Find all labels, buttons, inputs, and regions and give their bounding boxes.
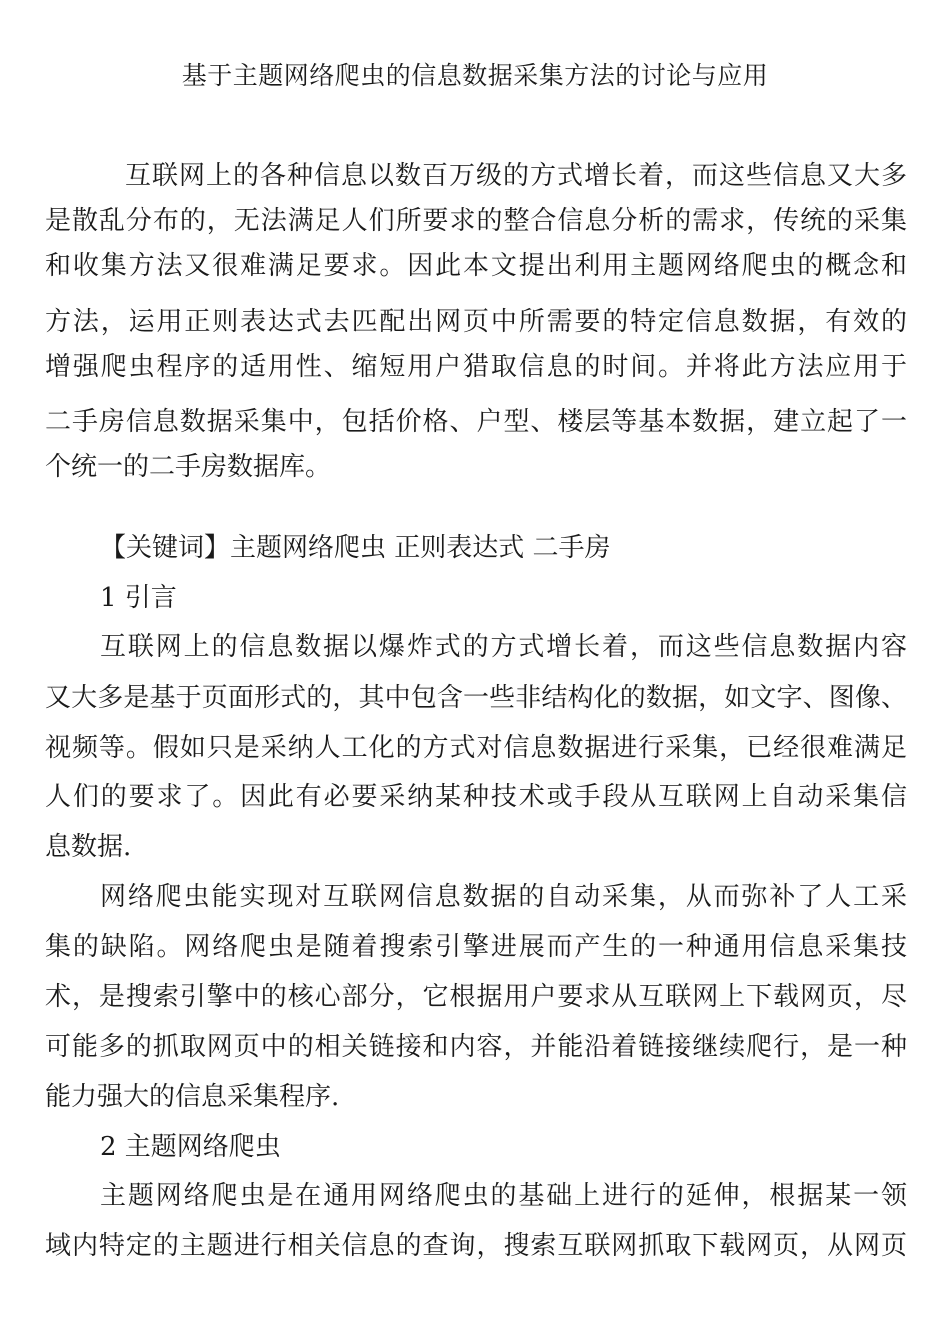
- paragraph-line: 人们的要求了。因此有必要采纳某种技术或手段从互联网上自动采集信: [45, 782, 907, 812]
- paragraph-line: 域内特定的主题进行相关信息的查询，搜索互联网抓取下载网页，从网页: [45, 1231, 907, 1261]
- paragraph-line: 视频等。假如只是采纳人工化的方式对信息数据进行采集，已经很难满足: [45, 733, 907, 763]
- abstract-line: 二手房信息数据采集中，包括价格、户型、楼层等基本数据，建立起了一: [45, 407, 907, 437]
- abstract-line: 是散乱分布的，无法满足人们所要求的整合信息分析的需求，传统的采集: [45, 206, 907, 236]
- keywords-line: 【关键词】主题网络爬虫 正则表达式 二手房: [100, 533, 611, 563]
- abstract-line: 增强爬虫程序的适用性、缩短用户猎取信息的时间。并将此方法应用于: [45, 352, 907, 382]
- paragraph-line: 网络爬虫能实现对互联网信息数据的自动采集，从而弥补了人工采: [100, 882, 907, 912]
- paragraph-line: 又大多是基于页面形式的，其中包含一些非结构化的数据，如文字、图像、: [45, 683, 907, 713]
- paragraph-line: 互联网上的信息数据以爆炸式的方式增长着，而这些信息数据内容: [100, 632, 907, 662]
- section-heading-introduction: 1 引言: [100, 583, 177, 613]
- abstract-line: 方法，运用正则表达式去匹配出网页中所需要的特定信息数据，有效的: [45, 307, 907, 337]
- paragraph-line: 可能多的抓取网页中的相关链接和内容，并能沿着链接继续爬行，是一种: [45, 1032, 907, 1062]
- paragraph-line: 集的缺陷。网络爬虫是随着搜索引擎进展而产生的一种通用信息采集技: [45, 932, 907, 962]
- abstract-line: 和收集方法又很难满足要求。因此本文提出利用主题网络爬虫的概念和: [45, 251, 907, 281]
- paragraph-line: 能力强大的信息采集程序.: [45, 1082, 340, 1112]
- paragraph-line: 息数据.: [45, 832, 132, 862]
- paragraph-line: 术，是搜索引擎中的核心部分，它根据用户要求从互联网上下载网页，尽: [45, 982, 907, 1012]
- paragraph-line: 主题网络爬虫是在通用网络爬虫的基础上进行的延伸，根据某一领: [100, 1181, 907, 1211]
- abstract-line: 互联网上的各种信息以数百万级的方式增长着，而这些信息又大多: [125, 161, 907, 191]
- document-title: 基于主题网络爬虫的信息数据采集方法的讨论与应用: [181, 61, 769, 90]
- abstract-line: 个统一的二手房数据库。: [45, 452, 332, 482]
- section-heading-topic-crawler: 2 主题网络爬虫: [100, 1132, 281, 1162]
